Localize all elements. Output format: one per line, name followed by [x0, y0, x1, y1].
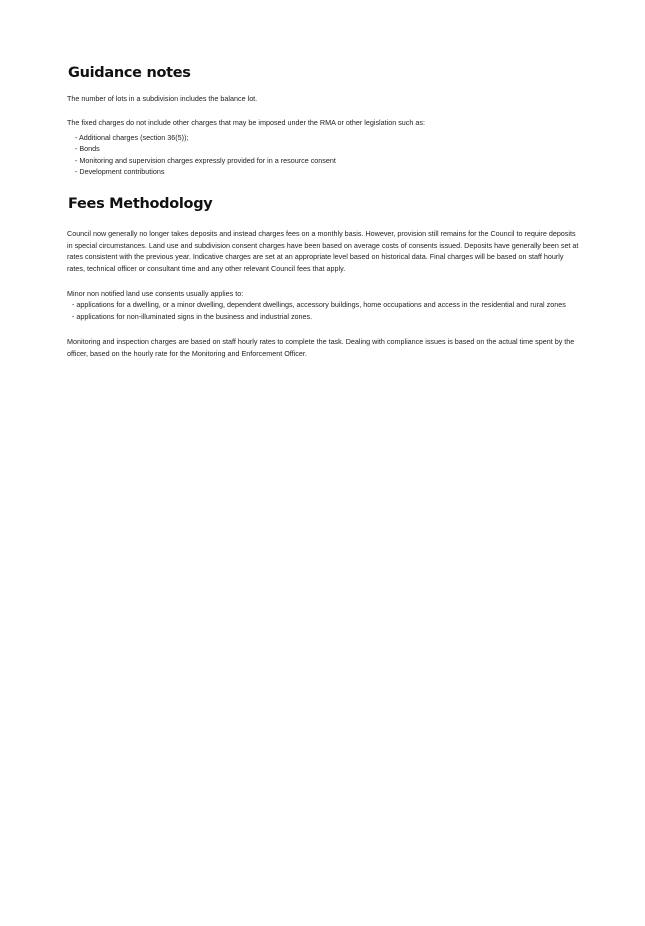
council-deposits-paragraph: Council now generally no longer takes deposits and instead charges fees on a monthly basis. However, provision still remains for the Council to require deposits in special circumstances. Land use and subdivision consent charges have been based on average costs of consents issued. Deposits have generally been set at rates consistent with the previous year. Indicative charges are set at an appropriate level based on historical data. Final charges will be based on staff hourly rates, technical officer or consultant time and any other relevant Council fees that apply.	[67, 229, 579, 273]
list-item: - applications for non-illuminated signs in the business and industrial zones.	[72, 311, 313, 321]
guidance-notes-heading: Guidance notes	[68, 65, 191, 81]
list-item: - Monitoring and supervision charges expressly provided for in a resource consent	[75, 155, 336, 165]
page-content	[67, 64, 579, 359]
list-item: - applications for a dwelling, or a minor dwelling, dependent dwellings, accessory buildings, home occupations and access in the residential and rural zones	[72, 300, 566, 310]
minor-consents-list	[67, 299, 579, 322]
list-item: - Development contributions	[75, 167, 165, 177]
list-item: - Additional charges (section 36(5));	[75, 132, 189, 142]
list-item: - Bonds	[75, 144, 100, 154]
fees-methodology-heading: Fees Methodology	[68, 196, 213, 213]
lots-note: The number of lots in a subdivision includes the balance lot.	[67, 94, 258, 103]
minor-consents-intro: Minor non notified land use consents usually applies to:	[67, 289, 244, 299]
fixed-charges-intro: The fixed charges do not include other charges that may be imposed under the RMA or other legislation such as:	[67, 118, 425, 128]
monitoring-paragraph: Monitoring and inspection charges are based on staff hourly rates to complete the task. Dealing with compliance issues is based on the actual time spent by the officer, based on the hourly rate for the Monitoring and Enforcement Officer.	[67, 337, 575, 358]
fixed-charges-list	[67, 132, 579, 178]
